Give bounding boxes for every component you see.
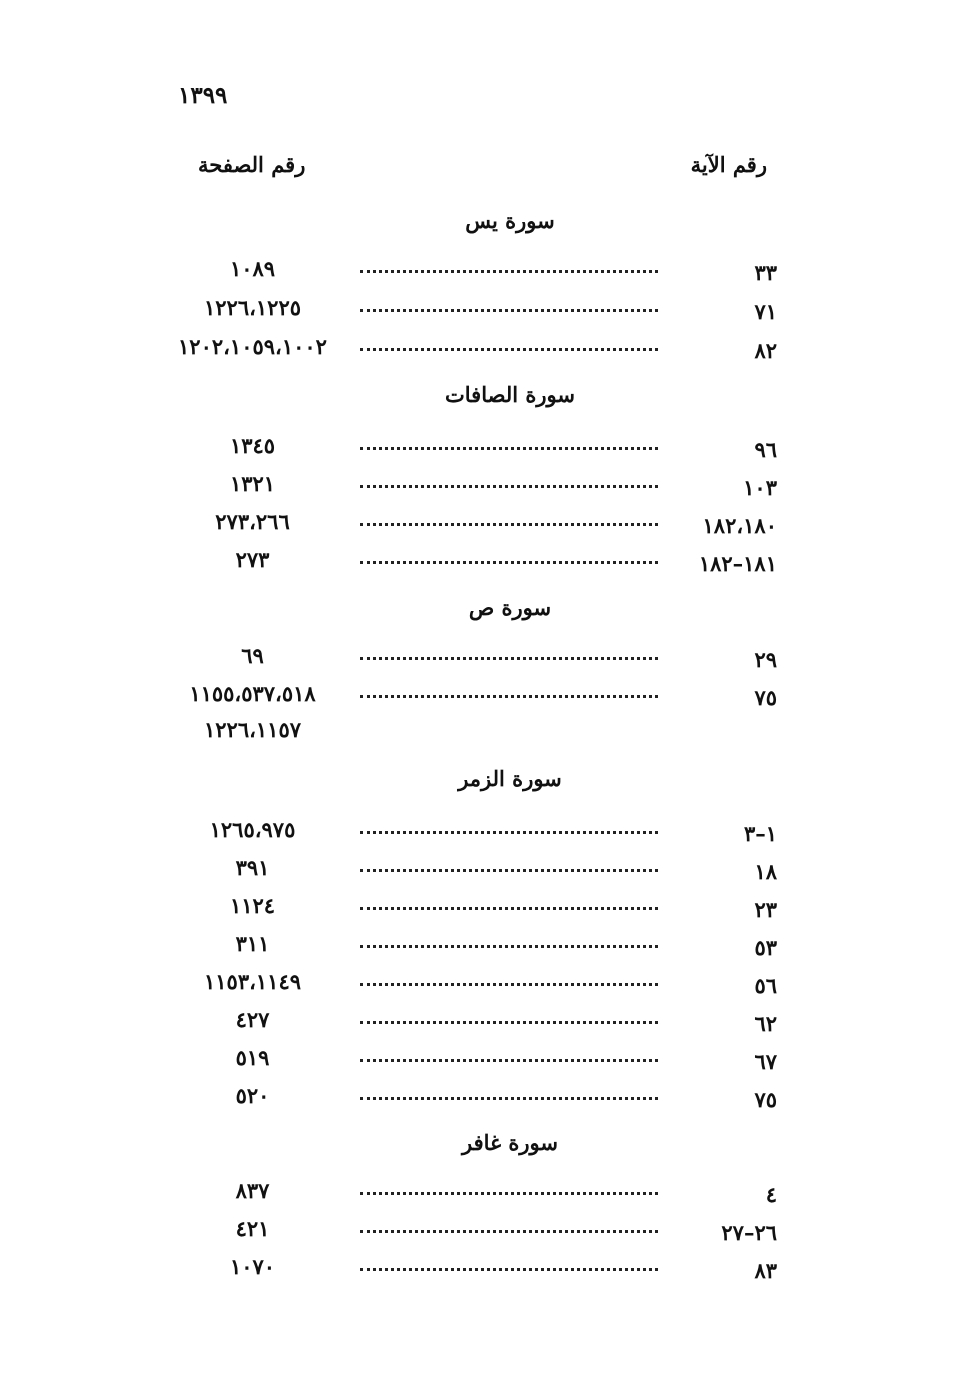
dot-leader bbox=[360, 907, 658, 910]
index-row bbox=[0, 1254, 955, 1288]
dot-leader bbox=[360, 695, 658, 698]
page-refs: ١٠٨٩ bbox=[229, 256, 276, 281]
page-refs: ٦٩ bbox=[241, 643, 264, 668]
verse-number: ٥٣ bbox=[754, 935, 777, 960]
index-row bbox=[0, 969, 955, 1003]
index-row bbox=[0, 643, 955, 677]
index-row bbox=[0, 1007, 955, 1041]
dot-leader bbox=[360, 983, 658, 986]
verse-number: ٢٣ bbox=[754, 897, 777, 922]
index-row bbox=[0, 295, 955, 329]
header-verse-number: رقم الآية bbox=[690, 152, 767, 177]
verse-number: ١٨٢،١٨٠ bbox=[702, 513, 777, 538]
header-page-number: رقم الصفحة bbox=[198, 152, 306, 177]
page-refs-continuation: ١٢٢٦،١١٥٧ bbox=[203, 717, 301, 742]
page-refs: ١٣٤٥ bbox=[229, 433, 276, 458]
verse-number: ٢٦–٢٧ bbox=[721, 1220, 777, 1245]
page-refs: ٤٢٧ bbox=[235, 1007, 270, 1032]
page-number: ١٣٩٩ bbox=[178, 82, 228, 109]
verse-number: ١٨ bbox=[754, 859, 777, 884]
verse-number: ٧٥ bbox=[754, 685, 777, 710]
index-row bbox=[0, 547, 955, 581]
page-refs: ١٢٢٦،١٢٢٥ bbox=[203, 295, 301, 320]
dot-leader bbox=[360, 485, 658, 488]
verse-number: ٤ bbox=[765, 1182, 777, 1207]
surah-title: سورة يس bbox=[465, 208, 555, 233]
page-refs: ١١٢٤ bbox=[229, 893, 276, 918]
dot-leader bbox=[360, 831, 658, 834]
index-row bbox=[0, 817, 955, 851]
index-row bbox=[0, 681, 955, 715]
dot-leader bbox=[360, 657, 658, 660]
verse-number: ٧٥ bbox=[754, 1087, 777, 1112]
surah-title: سورة الصافات bbox=[445, 382, 575, 407]
page-refs: ١٢٦٥،٩٧٥ bbox=[209, 817, 296, 842]
index-row bbox=[0, 1045, 955, 1079]
dot-leader bbox=[360, 1097, 658, 1100]
index-row bbox=[0, 433, 955, 467]
page-refs: ٨٣٧ bbox=[235, 1178, 270, 1203]
verse-number: ١٠٣ bbox=[743, 475, 777, 500]
index-row bbox=[0, 334, 955, 368]
surah-title: سورة غافر bbox=[462, 1130, 558, 1155]
index-row bbox=[0, 1178, 955, 1212]
page-refs: ١٣٢١ bbox=[229, 471, 276, 496]
index-row bbox=[0, 893, 955, 927]
dot-leader bbox=[360, 523, 658, 526]
dot-leader bbox=[360, 1230, 658, 1233]
index-row bbox=[0, 855, 955, 889]
page-refs: ١٠٧٠ bbox=[229, 1254, 276, 1279]
verse-number: ٩٦ bbox=[754, 437, 777, 462]
verse-number: ٧١ bbox=[754, 299, 777, 324]
index-row bbox=[0, 1083, 955, 1117]
page-refs: ٣٩١ bbox=[235, 855, 270, 880]
verse-number: ١٨١–١٨٢ bbox=[698, 551, 777, 576]
dot-leader bbox=[360, 447, 658, 450]
dot-leader bbox=[360, 1192, 658, 1195]
page-refs: ٥١٩ bbox=[235, 1045, 270, 1070]
page-refs: ٢٧٣،٢٦٦ bbox=[215, 509, 290, 534]
verse-number: ٨٢ bbox=[754, 338, 777, 363]
verse-number: ٣٣ bbox=[754, 260, 777, 285]
dot-leader bbox=[360, 1268, 658, 1271]
verse-number: ٦٢ bbox=[754, 1011, 777, 1036]
page-refs: ١١٥٥،٥٣٧،٥١٨ bbox=[189, 681, 316, 706]
verse-number: ٢٩ bbox=[754, 647, 777, 672]
verse-number: ١–٣ bbox=[743, 821, 777, 846]
dot-leader bbox=[360, 945, 658, 948]
dot-leader bbox=[360, 1059, 658, 1062]
index-row bbox=[0, 1216, 955, 1250]
page-refs: ٣١١ bbox=[235, 931, 270, 956]
dot-leader bbox=[360, 1021, 658, 1024]
page-refs: ٤٢١ bbox=[235, 1216, 270, 1241]
index-row bbox=[0, 509, 955, 543]
index-row bbox=[0, 471, 955, 505]
page-refs: ١٢٠٢،١٠٥٩،١٠٠٢ bbox=[178, 334, 327, 359]
dot-leader bbox=[360, 869, 658, 872]
verse-number: ٨٣ bbox=[754, 1258, 777, 1283]
dot-leader bbox=[360, 270, 658, 273]
surah-title: سورة ص bbox=[468, 595, 552, 620]
index-row bbox=[0, 931, 955, 965]
page-refs: ٥٢٠ bbox=[235, 1083, 270, 1108]
surah-title: سورة الزمر bbox=[458, 766, 562, 791]
verse-number: ٦٧ bbox=[754, 1049, 777, 1074]
verse-number: ٥٦ bbox=[754, 973, 777, 998]
dot-leader bbox=[360, 309, 658, 312]
index-row bbox=[0, 256, 955, 290]
dot-leader bbox=[360, 348, 658, 351]
page-refs: ١١٥٣،١١٤٩ bbox=[203, 969, 301, 994]
dot-leader bbox=[360, 561, 658, 564]
page-refs: ٢٧٣ bbox=[235, 547, 270, 572]
